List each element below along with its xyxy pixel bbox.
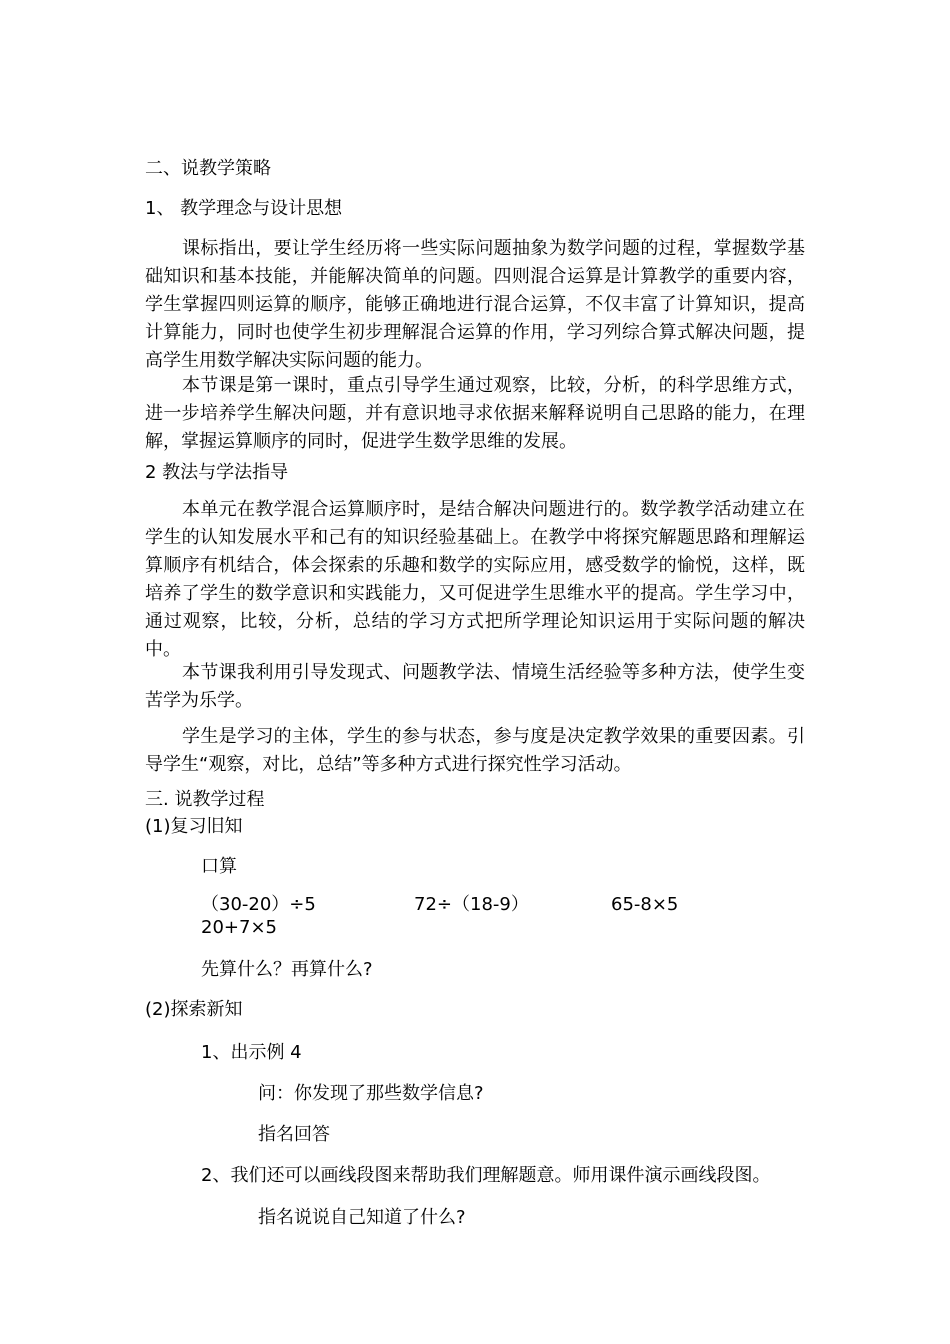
calc-expression-2: 72÷（18-9） (414, 894, 529, 915)
paragraph-unit-teaching: 本单元在教学混合运算顺序时，是结合解决问题进行的。数学教学活动建立在学生的认知发展水平和己有的知识经验基础上。在教学中将探究解题思路和理解运算顺序有机结合，体会探索的乐趣和数学的实际应用，感受数学的愉悦，这样，既培养了学生的数学意识和实践能力，又可促进学生思维水平的提高。学生学习中，通过观察，比较，分析，总结的学习方式把所学理论知识运用于实际问题的解决中。 (145, 499, 805, 660)
calc-expression-4: 20+7×5 (201, 917, 277, 938)
calc-expression-3: 65-8×5 (611, 894, 679, 915)
section3-heading: 三. 说教学过程 (145, 789, 265, 810)
item-example-4: 1、出示例 4 (201, 1042, 302, 1063)
step-review-heading: (1)复习旧知 (145, 816, 243, 837)
paragraph-methods: 本节课我利用引导发现式、问题教学法、情境生活经验等多种方法，使学生变苦学为乐学。 (145, 662, 805, 711)
oral-calc-label: 口算 (201, 856, 237, 877)
sub1-heading: 1、 教学理念与设计思想 (145, 198, 343, 219)
paragraph-curriculum: 课标指出，要让学生经历将一些实际问题抽象为数学问题的过程，掌握数学基础知识和基本技能，并能解决简单的问题。四则混合运算是计算教学的重要内容，学生掌握四则运算的顺序，能够正确地进行混合运算，不仅丰富了计算知识，提高计算能力，同时也使学生初步理解混合运算的作用，学习列综合算式解决问题，提高学生用数学解决实际问题的能力。 (145, 238, 805, 371)
ask-what-known: 指名说说自己知道了什么? (258, 1207, 466, 1228)
sub2-heading: 2 教法与学法指导 (145, 462, 289, 483)
answer-by-name: 指名回答 (258, 1124, 330, 1145)
section2-heading: 二、说教学策略 (145, 158, 271, 179)
calc-expression-1: （30-20）÷5 (201, 894, 316, 915)
item-line-diagram: 2、我们还可以画线段图来帮助我们理解题意。师用课件演示画线段图。 (201, 1165, 771, 1186)
step-explore-heading: (2)探索新知 (145, 999, 243, 1020)
ask-math-info: 问：你发现了那些数学信息? (258, 1083, 484, 1104)
paragraph-lesson-focus: 本节课是第一课时，重点引导学生通过观察，比较，分析，的科学思维方式，进一步培养学生解决问题，并有意识地寻求依据来解释说明自己思路的能力，在理解，掌握运算顺序的同时，促进学生数学思维的发展。 (145, 375, 805, 452)
paragraph-student-subject: 学生是学习的主体，学生的参与状态，参与度是决定教学效果的重要因素。引导学生“观察，对比，总结”等多种方式进行探究性学习活动。 (145, 726, 805, 775)
question-order: 先算什么？再算什么? (201, 959, 373, 980)
